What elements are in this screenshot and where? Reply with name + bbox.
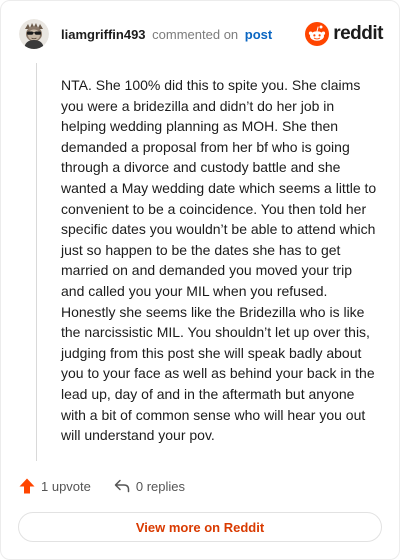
- reddit-logo[interactable]: [305, 22, 383, 46]
- upvote-count: 1 upvote: [41, 478, 91, 494]
- upvote-arrow-icon: [18, 477, 36, 495]
- user-avatar[interactable]: [19, 19, 49, 49]
- reddit-wordmark: reddit: [333, 23, 383, 44]
- reddit-snoo-icon: [305, 22, 329, 46]
- replies-button[interactable]: [113, 477, 185, 495]
- post-link[interactable]: post: [244, 26, 273, 42]
- replies-count: 0 replies: [135, 478, 186, 494]
- comment-body: NTA. She 100% did this to spite you. She claims you were a bridezilla and didn’t do her job in helping wedding planning as MOH. She then demanded a proposal from her bf who is going through a divorce and custody battle and she wanted a May wedding date which seems a little to convenient to be a coincidence. You then told her specific dates you wouldn’t be able to attend which just so happen to be the dates she has to get married on and demanded you moved your trip and called you your MIL when you refused. Honestly she seems like the Bridezilla who is like the narcissistic MIL. You shouldn’t let up over this, judging from this post she will speak badly about you to your face as well as behind your back in the lead up, day of and in the aftermath but anyone with a bit of common sense who will hear you out will understand your pov.: [61, 77, 377, 444]
- comment-actions: [18, 477, 185, 495]
- comment-meta: [61, 27, 272, 42]
- commented-on-text: commented on: [152, 26, 239, 42]
- avatar-icon: [19, 19, 49, 49]
- comment-header: [19, 16, 383, 52]
- thread-line: [36, 63, 37, 461]
- username-link[interactable]: liamgriffin493: [61, 26, 146, 42]
- upvote-button[interactable]: [18, 477, 91, 495]
- view-more-on-reddit-button[interactable]: View more on Reddit: [18, 512, 382, 542]
- reply-arrow-icon: [113, 477, 131, 495]
